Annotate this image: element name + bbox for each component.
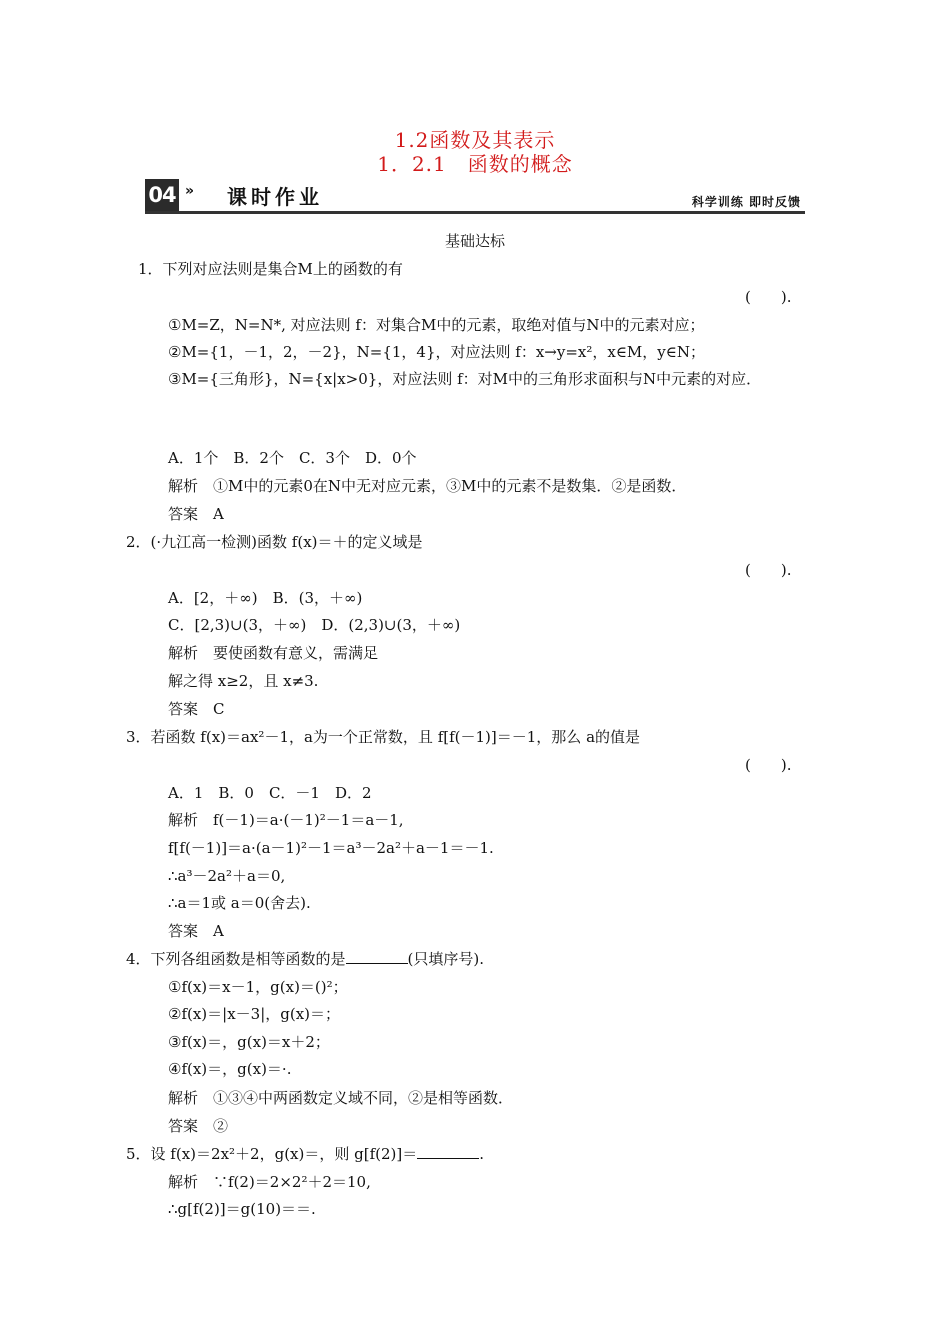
q4-text: 4．下列各组函数是相等函数的是 — [126, 950, 346, 968]
q4-hint: (只填序号). — [407, 950, 485, 968]
question-1: 1．下列对应法则是集合M上的函数的有 — [138, 260, 403, 278]
banner-slogan: 科学训练 即时反馈 — [691, 195, 801, 209]
banner-divider — [145, 211, 805, 214]
double-chevron-icon: » — [185, 183, 195, 199]
fill-blank — [346, 951, 408, 964]
q1-analysis: 解析 ①M中的元素0在N中无对应元素，③M中的元素不是数集．②是函数． — [168, 477, 687, 495]
q2-choices-ab: A．[2，＋∞) B．(3，＋∞) — [168, 589, 363, 607]
q3-answer: 答案 A — [168, 922, 224, 940]
question-5 — [126, 1143, 484, 1164]
q5-text: 5．设 f(x)＝2x²＋2，g(x)＝，则 g[f(2)]＝ — [126, 1145, 418, 1163]
q3-choices: A．1 B．0 C．－1 D．2 — [168, 784, 372, 802]
banner-number: 04 — [145, 179, 179, 211]
homework-banner — [145, 179, 805, 215]
q4-pair-2: ②f(x)＝|x－3|，g(x)＝； — [168, 1005, 341, 1023]
question-3: 3．若函数 f(x)＝ax²－1，a为一个正常数，且 f[f(－1)]＝－1，那么 a的值是 — [126, 728, 641, 746]
q4-pair-3: ③f(x)＝，g(x)＝x＋2； — [168, 1033, 330, 1051]
q4-pair-4: ④f(x)＝，g(x)＝·. — [168, 1060, 292, 1078]
q1-option-2: ②M={1，－1，2，－2}，N={1，4}，对应法则 f：x→y=x²，x∈M，y∈N； — [168, 343, 705, 361]
page-title: 1.2函数及其表示 — [394, 128, 556, 152]
section-title: 基础达标 — [444, 232, 505, 250]
q2-analysis-result: 解之得 x≥2，且 x≠3. — [168, 672, 319, 690]
q5-period: . — [479, 1145, 485, 1163]
fill-blank — [417, 1146, 479, 1159]
q3-analysis-1: 解析 f(－1)＝a·(－1)²－1＝a－1, — [168, 811, 404, 829]
answer-parentheses: ( ). — [745, 561, 792, 579]
q4-answer: 答案 ② — [168, 1117, 229, 1135]
page-subtitle: 1．2.1 函数的概念 — [377, 152, 573, 176]
q3-analysis-4: ∴a＝1或 a＝0(舍去). — [168, 894, 311, 912]
q2-answer: 答案 C — [168, 700, 225, 718]
q3-analysis-3: ∴a³－2a²＋a＝0, — [168, 867, 286, 885]
banner-title: 课时作业 — [227, 185, 323, 209]
q1-option-3: ③M={三角形}，N={x|x>0}，对应法则 f：对M中的三角形求面积与N中元素的对应． — [168, 370, 762, 388]
question-4 — [126, 948, 484, 969]
answer-parentheses: ( ). — [745, 288, 792, 306]
q1-answer: 答案 A — [168, 505, 224, 523]
q5-analysis-2: ∴g[f(2)]＝g(10)＝＝. — [168, 1200, 316, 1218]
q5-analysis-1: 解析 ∵f(2)＝2×2²＋2＝10, — [168, 1173, 371, 1191]
q3-analysis-2: f[f(－1)]＝a·(a－1)²－1＝a³－2a²＋a－1＝－1. — [168, 839, 494, 857]
question-2: 2．(·九江高一检测)函数 f(x)＝＋的定义域是 — [126, 533, 423, 551]
q1-option-1: ①M=Z，N=N*, 对应法则 f：对集合M中的元素，取绝对值与N中的元素对应； — [168, 316, 705, 334]
q4-pair-1: ①f(x)＝x－1，g(x)＝()²； — [168, 978, 348, 996]
q2-analysis: 解析 要使函数有意义，需满足 — [168, 644, 379, 662]
q2-choices-cd: C．[2,3)∪(3，＋∞) D．(2,3)∪(3，＋∞) — [168, 616, 461, 634]
answer-parentheses: ( ). — [745, 756, 792, 774]
q1-choices: A．1个 B．2个 C．3个 D．0个 — [168, 449, 417, 467]
q4-analysis: 解析 ①③④中两函数定义域不同，②是相等函数． — [168, 1089, 514, 1107]
